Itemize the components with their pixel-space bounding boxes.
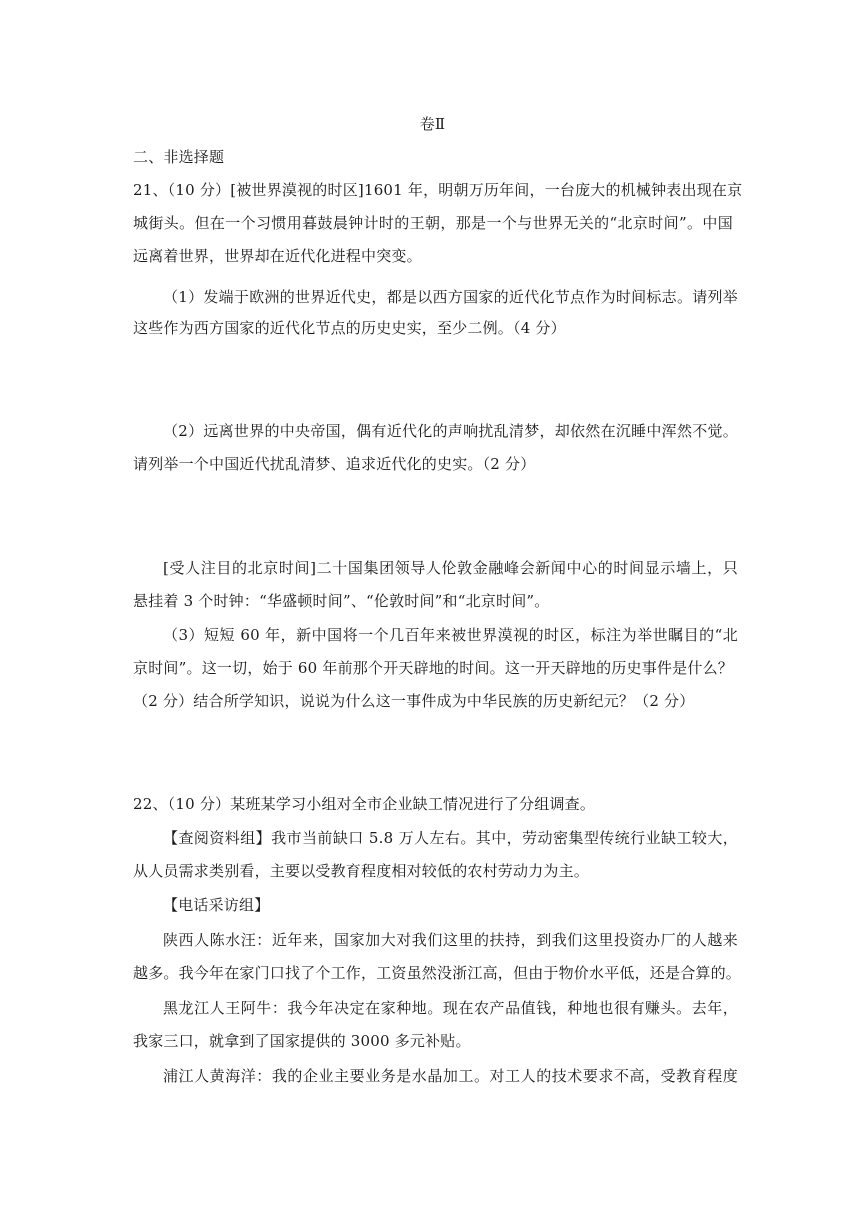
paper-title: 卷Ⅱ bbox=[419, 115, 446, 133]
q21-material2-line-2: 悬挂着 3 个时钟：“华盛顿时间”、“伦敦时间”和“北京时间”。 bbox=[133, 592, 550, 610]
section-heading: 二、非选择题 bbox=[133, 148, 225, 166]
q21-part3-line-2: 京时间”。这一切，始于 60 年前那个开天辟地的时间。这一开天辟地的历史事件是什么？ bbox=[133, 659, 733, 677]
q21-intro-line-3: 远离着世界，世界却在近代化进程中突变。 bbox=[133, 247, 422, 265]
q22-group1-line-1: 【查阅资料组】我市当前缺口 5.8 万人左右。其中，劳动密集型传统行业缺工较大， bbox=[163, 829, 738, 847]
q21-material2-line-1: [受人注目的北京时间]二十国集团领导人伦敦金融峰会新闻中心的时间显示墙上，只 bbox=[163, 559, 738, 577]
q21-part2-line-1: （2）远离世界的中央帝国，偶有近代化的声响扰乱清梦，却依然在沉睡中浑然不觉。 bbox=[163, 422, 738, 440]
q22-intro: 22、（10 分）某班某学习小组对全市企业缺工情况进行了分组调查。 bbox=[133, 795, 596, 813]
q22-chen-line-2: 越多。我今年在家门口找了个工作，工资虽然没浙江高，但由于物价水平低，还是合算的。 bbox=[133, 964, 742, 982]
q22-huang-line-1: 浦江人黄海洋：我的企业主要业务是水晶加工。对工人的技术要求不高，受教育程度 bbox=[163, 1067, 738, 1085]
q21-part1-line-1: （1）发端于欧洲的世界近代史，都是以西方国家的近代化节点作为时间标志。请列举 bbox=[163, 288, 738, 306]
q22-group1-line-2: 从人员需求类别看，主要以受教育程度相对较低的农村劳动力为主。 bbox=[133, 862, 590, 880]
q22-chen-line-1: 陕西人陈水汪：近年来，国家加大对我们这里的扶持，到我们这里投资办厂的人越来 bbox=[163, 931, 738, 949]
q22-wang-line-2: 我家三口，就拿到了国家提供的 3000 多元补贴。 bbox=[133, 1032, 471, 1050]
q21-intro-line-2: 城街头。但在一个习惯用暮鼓晨钟计时的王朝，那是一个与世界无关的“北京时间”。中国 bbox=[133, 214, 733, 232]
q21-part3-line-3: （2 分）结合所学知识，说说为什么这一事件成为中华民族的历史新纪元？（2 分） bbox=[133, 692, 695, 710]
q22-group2-heading: 【电话采访组】 bbox=[163, 896, 270, 914]
q21-part2-line-2: 请列举一个中国近代扰乱清梦、追求近代化的史实。（2 分） bbox=[133, 455, 536, 473]
q21-part3-line-1: （3）短短 60 年，新中国将一个几百年来被世界漠视的时区，标注为举世瞩目的“北 bbox=[163, 626, 738, 644]
q21-intro-line-1: 21、（10 分）[被世界漠视的时区]1601 年，明朝万历年间，一台庞大的机械钟表出现在京 bbox=[133, 181, 743, 199]
q22-wang-line-1: 黑龙江人王阿牛：我今年决定在家种地。现在农产品值钱，种地也很有赚头。去年， bbox=[163, 999, 738, 1017]
q21-part1-line-2: 这些作为西方国家的近代化节点的历史史实，至少二例。（4 分） bbox=[133, 319, 566, 337]
